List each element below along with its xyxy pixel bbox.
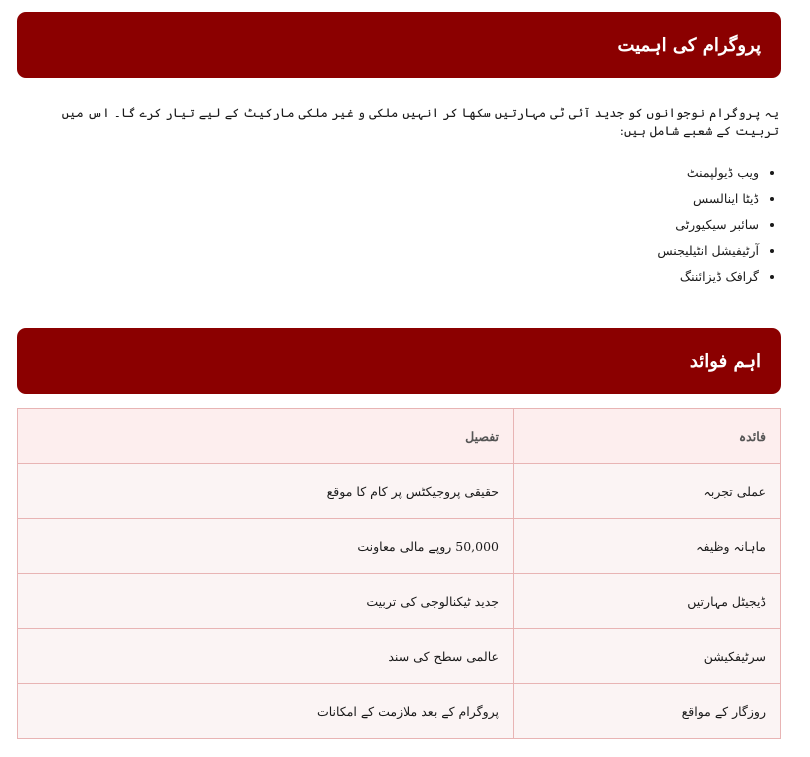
table-row xyxy=(18,574,781,629)
list-item: • گرافک ڈیزائننگ xyxy=(17,264,759,290)
intro-paragraph: یہ پروگرام نوجوانوں کو جدید آئی ٹی مہارتیں سکھا کر انہیں ملکی و غیر ملکی مارکیٹ کے لیے تیار کرے گا۔ اس میں تربیت کے شعبے شامل ہیں: xyxy=(61,105,779,138)
detail-cell: عالمی سطح کی سند xyxy=(18,629,514,684)
section-heading-benefits xyxy=(17,328,781,394)
benefit-cell: ماہانہ وظیفہ xyxy=(514,519,781,574)
list-item: • آرٹیفیشل انٹیلیجنس xyxy=(17,238,759,264)
section-title: پروگرام کی اہمیت xyxy=(617,34,761,56)
detail-cell: حقیقی پروجیکٹس پر کام کا موقع xyxy=(18,464,514,519)
article xyxy=(17,12,781,739)
benefits-table xyxy=(17,408,781,739)
table-row xyxy=(18,519,781,574)
table-row xyxy=(18,684,781,739)
section-heading-importance xyxy=(17,12,781,78)
list-item: • ویب ڈیولپمنٹ xyxy=(17,160,759,186)
column-header-detail: تفصیل xyxy=(18,409,514,464)
column-header-benefit: فائدہ xyxy=(514,409,781,464)
table-header-row xyxy=(18,409,781,464)
benefit-cell: ڈیجیٹل مہارتیں xyxy=(514,574,781,629)
detail-cell: جدید ٹیکنالوجی کی تربیت xyxy=(18,574,514,629)
benefit-cell: سرٹیفکیشن xyxy=(514,629,781,684)
table-row xyxy=(18,629,781,684)
section-title: اہم فوائد xyxy=(689,350,761,372)
training-fields-list xyxy=(17,160,781,290)
benefit-cell: روزگار کے مواقع xyxy=(514,684,781,739)
list-item: • سائبر سیکیورٹی xyxy=(17,212,759,238)
detail-cell: 50,000 روپے مالی معاونت xyxy=(18,519,514,574)
benefit-cell: عملی تجربہ xyxy=(514,464,781,519)
list-item: • ڈیٹا اینالسس xyxy=(17,186,759,212)
table-row xyxy=(18,464,781,519)
detail-cell: پروگرام کے بعد ملازمت کے امکانات xyxy=(18,684,514,739)
